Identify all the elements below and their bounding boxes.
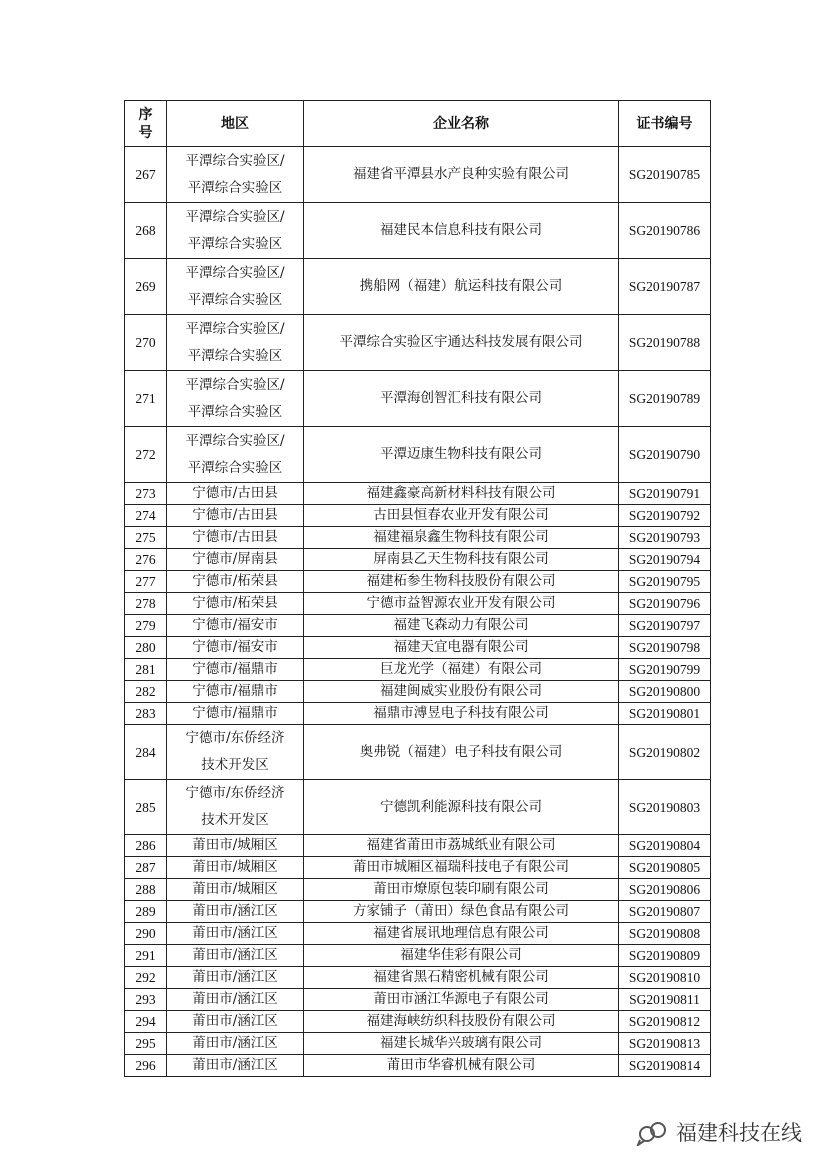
table-row [125,901,711,923]
region-cell [167,549,304,571]
table-row [125,725,711,780]
region-cell [167,1055,304,1077]
certificate-number-cell: SG20190796 [619,593,711,615]
certificate-number-cell: SG20190789 [619,371,711,427]
serial-number-cell: 274 [125,505,167,527]
certificate-number-cell: SG20190813 [619,1033,711,1055]
region-line: 平潭综合实验区/ [185,320,285,337]
serial-number-cell: 269 [125,259,167,315]
company-name-cell: 福鼎市溥昱电子科技有限公司 [304,703,619,725]
table-row [125,780,711,835]
serial-number-cell: 292 [125,967,167,989]
company-name-cell: 古田县恒春农业开发有限公司 [304,505,619,527]
serial-number-cell: 283 [125,703,167,725]
region-line: 平潭综合实验区 [187,179,283,196]
region-line: 宁德市/福鼎市 [192,661,278,677]
region-cell [167,659,304,681]
region-line: 平潭综合实验区/ [185,208,285,225]
company-name-cell: 莆田市涵江华源电子有限公司 [304,989,619,1011]
region-line: 莆田市/涵江区 [192,925,278,941]
region-line: 宁德市/东侨经济 [185,785,285,801]
header-company-name: 企业名称 [304,101,619,147]
table-row [125,571,711,593]
serial-number-cell: 282 [125,681,167,703]
company-name-cell: 奥弗锐（福建）电子科技有限公司 [304,725,619,780]
region-line: 宁德市/福鼎市 [192,683,278,699]
certificate-number-cell: SG20190790 [619,427,711,483]
certificate-number-cell: SG20190799 [619,659,711,681]
serial-number-cell: 275 [125,527,167,549]
serial-number-cell: 267 [125,147,167,203]
company-name-cell: 平潭综合实验区宇通达科技发展有限公司 [304,315,619,371]
table-row [125,427,711,483]
region-line: 平潭综合实验区/ [185,432,285,449]
company-name-cell: 平潭海创智汇科技有限公司 [304,371,619,427]
certificate-number-cell: SG20190798 [619,637,711,659]
serial-number-cell: 278 [125,593,167,615]
table-row [125,315,711,371]
header-region: 地区 [167,101,304,147]
serial-number-cell: 277 [125,571,167,593]
serial-number-cell: 280 [125,637,167,659]
table-row [125,615,711,637]
table-row [125,923,711,945]
serial-number-cell: 294 [125,1011,167,1033]
company-name-cell: 莆田市燎原包装印刷有限公司 [304,879,619,901]
company-name-cell: 福建福泉鑫生物科技有限公司 [304,527,619,549]
region-line: 宁德市/福安市 [192,617,278,633]
table-row [125,637,711,659]
serial-number-cell: 270 [125,315,167,371]
region-line: 平潭综合实验区 [187,459,283,476]
table-row [125,1033,711,1055]
company-name-cell: 携船网（福建）航运科技有限公司 [304,259,619,315]
certificate-number-cell: SG20190786 [619,203,711,259]
region-cell [167,901,304,923]
certificate-number-cell: SG20190801 [619,703,711,725]
serial-number-cell: 284 [125,725,167,780]
region-line: 宁德市/古田县 [192,507,278,523]
certificate-number-cell: SG20190807 [619,901,711,923]
region-cell [167,703,304,725]
company-name-cell: 福建省黑石精密机械有限公司 [304,967,619,989]
region-line: 莆田市/涵江区 [192,1057,278,1073]
serial-number-cell: 289 [125,901,167,923]
certificate-number-cell: SG20190800 [619,681,711,703]
certificate-number-cell: SG20190787 [619,259,711,315]
serial-number-cell: 285 [125,780,167,835]
serial-number-cell: 296 [125,1055,167,1077]
certificate-number-cell: SG20190792 [619,505,711,527]
company-name-cell: 巨龙光学（福建）有限公司 [304,659,619,681]
table-row [125,659,711,681]
table-row [125,857,711,879]
wechat-channel-icon [636,1118,670,1146]
table-row [125,203,711,259]
table-row [125,989,711,1011]
header-serial-number: 序 号 [125,101,167,147]
certificate-number-cell: SG20190797 [619,615,711,637]
region-line: 宁德市/福安市 [192,639,278,655]
certificate-number-cell: SG20190811 [619,989,711,1011]
company-name-cell: 宁德市益智源农业开发有限公司 [304,593,619,615]
table-row [125,483,711,505]
company-name-cell: 福建省平潭县水产良种实验有限公司 [304,147,619,203]
company-name-cell: 福建闽威实业股份有限公司 [304,681,619,703]
region-cell [167,857,304,879]
region-cell [167,637,304,659]
region-line: 宁德市/柘荣县 [192,595,278,611]
table-row [125,371,711,427]
region-cell [167,259,304,315]
region-cell [167,1011,304,1033]
certificate-number-cell: SG20190805 [619,857,711,879]
region-line: 莆田市/涵江区 [192,969,278,985]
region-cell [167,147,304,203]
serial-number-cell: 279 [125,615,167,637]
company-name-cell: 莆田市华睿机械有限公司 [304,1055,619,1077]
serial-number-cell: 272 [125,427,167,483]
certificate-number-cell: SG20190794 [619,549,711,571]
region-line: 技术开发区 [201,812,269,828]
region-cell [167,835,304,857]
region-line: 莆田市/涵江区 [192,1035,278,1051]
certificate-number-cell: SG20190803 [619,780,711,835]
region-line: 技术开发区 [201,757,269,773]
table-row [125,835,711,857]
serial-number-cell: 276 [125,549,167,571]
region-line: 平潭综合实验区/ [185,264,285,281]
company-name-cell: 平潭迈康生物科技有限公司 [304,427,619,483]
serial-number-cell: 293 [125,989,167,1011]
region-cell [167,780,304,835]
region-line: 平潭综合实验区/ [185,152,285,169]
table-row [125,1011,711,1033]
region-cell [167,571,304,593]
region-cell [167,315,304,371]
certificate-number-cell: SG20190793 [619,527,711,549]
table-row [125,259,711,315]
company-name-cell: 福建鑫豪高新材料科技有限公司 [304,483,619,505]
certificate-number-cell: SG20190808 [619,923,711,945]
serial-number-cell: 273 [125,483,167,505]
watermark-text: 福建科技在线 [676,1121,802,1145]
table-row [125,967,711,989]
certificate-number-cell: SG20190812 [619,1011,711,1033]
region-cell [167,945,304,967]
table-row [125,681,711,703]
region-line: 平潭综合实验区 [187,403,283,420]
table-row [125,879,711,901]
company-name-cell: 福建海峡纺织科技股份有限公司 [304,1011,619,1033]
region-line: 莆田市/城厢区 [192,859,278,875]
company-name-cell: 福建省莆田市荔城纸业有限公司 [304,835,619,857]
table-row [125,945,711,967]
region-line: 宁德市/古田县 [192,529,278,545]
certificate-table [124,100,711,1077]
region-line: 宁德市/东侨经济 [185,730,285,746]
serial-number-cell: 290 [125,923,167,945]
region-line: 莆田市/涵江区 [192,1013,278,1029]
region-cell [167,593,304,615]
region-line: 莆田市/城厢区 [192,881,278,897]
region-line: 莆田市/涵江区 [192,991,278,1007]
table-row [125,1055,711,1077]
region-line: 平潭综合实验区 [187,347,283,364]
company-name-cell: 莆田市城厢区福瑞科技电子有限公司 [304,857,619,879]
region-cell [167,505,304,527]
region-cell [167,681,304,703]
region-line: 平潭综合实验区 [187,235,283,252]
region-line: 宁德市/古田县 [192,485,278,501]
company-name-cell: 屏南县乙天生物科技有限公司 [304,549,619,571]
certificate-number-cell: SG20190814 [619,1055,711,1077]
company-name-cell: 福建华佳彩有限公司 [304,945,619,967]
region-line: 宁德市/福鼎市 [192,705,278,721]
region-cell [167,923,304,945]
region-line: 莆田市/涵江区 [192,947,278,963]
certificate-number-cell: SG20190809 [619,945,711,967]
certificate-number-cell: SG20190785 [619,147,711,203]
region-line: 平潭综合实验区 [187,291,283,308]
certificate-number-cell: SG20190804 [619,835,711,857]
header-certificate-number: 证书编号 [619,101,711,147]
table-header-row [125,101,711,147]
region-line: 平潭综合实验区/ [185,376,285,393]
serial-number-cell: 271 [125,371,167,427]
table-body [125,147,711,1077]
region-line: 莆田市/城厢区 [192,837,278,853]
region-cell [167,989,304,1011]
table-row [125,147,711,203]
certificate-number-cell: SG20190802 [619,725,711,780]
region-cell [167,879,304,901]
serial-number-cell: 268 [125,203,167,259]
region-cell [167,615,304,637]
certificate-number-cell: SG20190810 [619,967,711,989]
serial-number-cell: 286 [125,835,167,857]
certificate-number-cell: SG20190806 [619,879,711,901]
certificate-number-cell: SG20190795 [619,571,711,593]
region-line: 莆田市/涵江区 [192,903,278,919]
serial-number-cell: 291 [125,945,167,967]
serial-number-cell: 287 [125,857,167,879]
table-row [125,549,711,571]
region-line: 宁德市/屏南县 [192,551,278,567]
certificate-number-cell: SG20190791 [619,483,711,505]
company-name-cell: 福建柘参生物科技股份有限公司 [304,571,619,593]
region-cell [167,1033,304,1055]
company-name-cell: 宁德凯利能源科技有限公司 [304,780,619,835]
certificate-number-cell: SG20190788 [619,315,711,371]
table-row [125,703,711,725]
table-row [125,593,711,615]
region-cell [167,725,304,780]
serial-number-cell: 288 [125,879,167,901]
region-cell [167,203,304,259]
serial-number-cell: 281 [125,659,167,681]
serial-number-cell: 295 [125,1033,167,1055]
watermark [636,1117,802,1147]
table-row [125,527,711,549]
company-name-cell: 方家铺子（莆田）绿色食品有限公司 [304,901,619,923]
company-name-cell: 福建长城华兴玻璃有限公司 [304,1033,619,1055]
company-name-cell: 福建天宜电器有限公司 [304,637,619,659]
company-name-cell: 福建省展讯地理信息有限公司 [304,923,619,945]
region-cell [167,967,304,989]
region-cell [167,427,304,483]
region-line: 宁德市/柘荣县 [192,573,278,589]
region-cell [167,371,304,427]
region-cell [167,527,304,549]
region-cell [167,483,304,505]
company-name-cell: 福建民本信息科技有限公司 [304,203,619,259]
company-name-cell: 福建飞森动力有限公司 [304,615,619,637]
table-row [125,505,711,527]
